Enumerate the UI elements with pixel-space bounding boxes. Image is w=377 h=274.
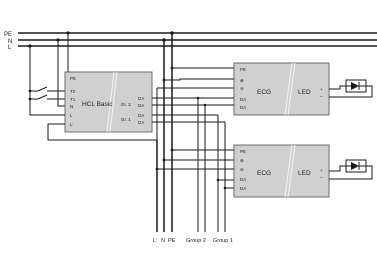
n-bus-label: N xyxy=(8,39,13,45)
hcl-da-1: DA xyxy=(138,96,145,101)
ecg-bottom xyxy=(234,145,329,197)
ecg-top-pin-da2: DA xyxy=(240,105,247,110)
ecg-top-pin-da1: DA xyxy=(240,97,247,102)
led-top xyxy=(329,80,372,97)
ecg-bottom-pin-l: ⊕ xyxy=(240,158,244,163)
ecg-top-title: ECG xyxy=(257,89,272,96)
hcl-pin-l: L xyxy=(70,113,73,118)
hcl-da-2: DA xyxy=(138,103,145,108)
label-n: N xyxy=(161,238,165,244)
ecg-top-pin-n: ⊖ xyxy=(240,86,244,91)
hcl-pin-pe: PE xyxy=(70,76,77,81)
hcl-gr1-label: Gr. 1 xyxy=(121,117,131,122)
ecg-top xyxy=(234,63,329,115)
switch-t1 xyxy=(38,95,47,99)
bottom-labels xyxy=(153,238,233,244)
ecg-top-led-minus: – xyxy=(320,94,323,99)
ecg-bottom-pin-da1: DA xyxy=(240,177,247,182)
ecg-bottom-title: ECG xyxy=(257,170,272,177)
ecg-bottom-led: LED xyxy=(298,170,311,177)
hcl-da-3: DA xyxy=(138,113,145,118)
ecg-bottom-pin-n: ⊖ xyxy=(240,167,244,172)
ecg-top-pin-l: ⊕ xyxy=(240,78,244,83)
distribution-wiring xyxy=(152,31,234,232)
hcl-pin-n: N xyxy=(70,104,74,109)
ecg-bottom-pin-da2: DA xyxy=(240,186,247,191)
label-group1: Group 1 xyxy=(213,238,233,244)
label-pe: PE xyxy=(168,238,176,244)
ecg-bottom-box xyxy=(234,145,329,197)
ecg-top-led-plus: + xyxy=(320,87,323,92)
hcl-pin-t2: T2 xyxy=(70,89,76,94)
ecg-top-led: LED xyxy=(298,89,311,96)
hcl-title: HCL Basic xyxy=(82,101,113,108)
ecg-top-pin-pe: PE xyxy=(240,67,247,72)
hcl-da-4: DA xyxy=(138,120,145,125)
label-group2: Group 2 xyxy=(186,238,206,244)
switch-t2 xyxy=(38,87,47,91)
mains-buses xyxy=(4,32,377,51)
pe-bus-label: PE xyxy=(4,32,13,38)
ecg-bottom-pin-pe: PE xyxy=(240,149,247,154)
ecg-bottom-led-plus: + xyxy=(320,168,323,173)
hcl-pin-t1: T1 xyxy=(70,97,76,102)
hcl-gr2-label: Gr. 2 xyxy=(121,102,131,107)
l-bus-label: L xyxy=(8,45,12,51)
led-bottom xyxy=(329,160,372,179)
hcl-basic-controller xyxy=(65,72,152,132)
label-lprime: L' xyxy=(153,238,158,244)
hcl-pin-lprime: L' xyxy=(70,122,74,127)
ecg-top-box xyxy=(234,63,329,115)
ecg-bottom-led-minus: – xyxy=(320,175,323,180)
